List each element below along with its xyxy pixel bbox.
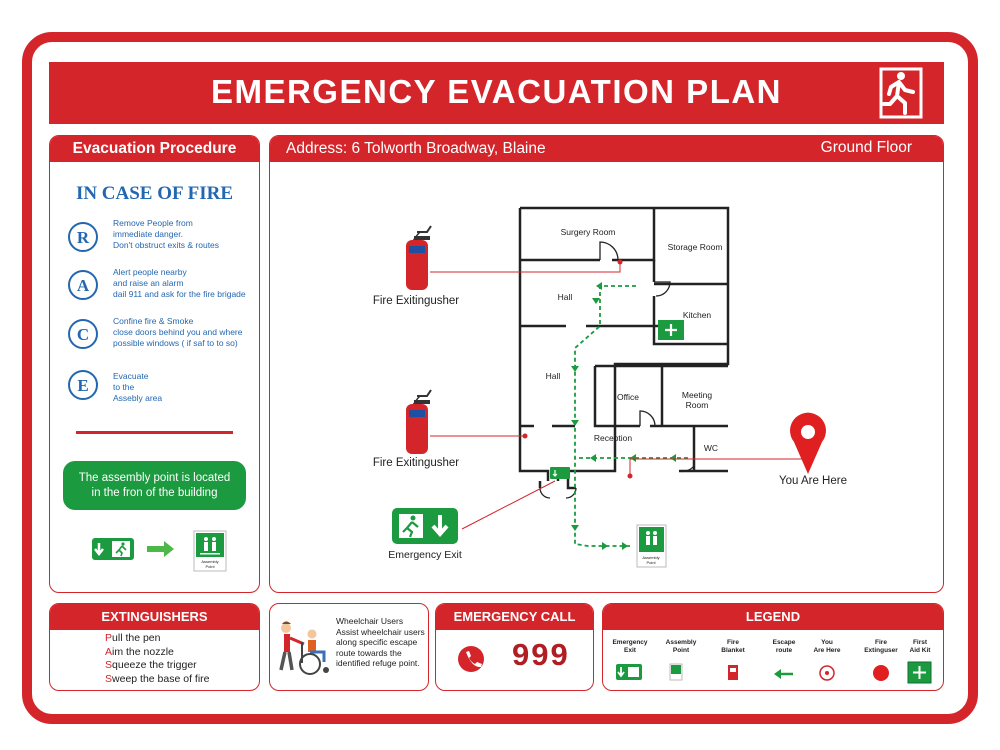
room-surgery: Surgery Room [560,227,616,237]
extinguishers-heading: EXTINGUISHERS [50,604,259,630]
room-kitchen: Kitchen [682,310,712,320]
room-meeting-2: Room [685,400,709,410]
you-are-here-label: You Are Here [779,475,847,487]
green-arrow-icon [147,541,174,557]
fire-extinguisher-icon-1 [406,226,431,290]
legend-assembly-point-icon [670,664,682,680]
legend-panel [602,603,944,691]
wheelchair-panel [269,603,429,691]
wheelchair-assist-icon [274,620,334,676]
step-r-badge: R [68,222,98,252]
extinguisher-label-1: Fire Exitingusher [372,295,460,307]
extinguishers-panel [49,603,260,691]
emergency-exit-sign-icon [92,538,134,560]
legend-you-are-here-icon [820,666,834,680]
room-meeting-1: Meeting [681,390,713,400]
extinguisher-label-2: Fire Exitingusher [372,457,460,469]
step-e-text: Evacuate to the Assebly area [113,371,163,403]
room-wc: WC [703,443,719,453]
evacuation-procedure-panel [49,135,260,593]
legend-title-exit: Emergency Exit [612,639,648,654]
step-r-text: Remove People from immediate danger. Don't obstruct exits & routes [113,218,220,250]
room-reception: Reception [593,433,633,443]
step-a-text: Alert people nearby and raise an alarm dail 911 and ask for the fire brigade [113,267,246,299]
first-aid-kit-icon [658,320,684,340]
assembly-sign-text-1: Assembly [201,559,219,564]
emergency-call-heading: EMERGENCY CALL [436,604,593,630]
assembly-sign-text-2: Point [205,564,215,569]
legend-title-you-are-here: You Are Here [813,639,841,654]
step-e-badge: E [68,370,98,400]
emergency-exit-label: Emergency Exit [388,549,462,561]
assembly-note-box: The assembly point is located in the fron of the building [63,461,246,510]
evacuation-procedure-heading: Evacuation Procedure [50,136,259,162]
room-office: Office [616,392,640,402]
map-assembly-point-icon [637,525,666,567]
room-storage: Storage Room [667,242,723,252]
assembly-point-sign-icon [194,531,226,571]
legend-title-assembly: Assembly Point [665,639,697,654]
floor-label: Ground Floor [820,139,912,156]
floor-plan-diagram [270,136,944,593]
legend-emergency-exit-icon [616,664,642,680]
emergency-number: 999 [512,637,570,672]
title-bar [49,62,944,124]
legend-fire-blanket-icon [728,665,738,680]
legend-heading: LEGEND [603,604,943,630]
in-case-of-fire-heading: IN CASE OF FIRE [75,183,234,204]
legend-title-extinguisher: Fire Extinguser [864,639,898,654]
step-c-badge: C [68,319,98,349]
door-swings [540,242,694,498]
building-exit-sign-icon [550,467,570,479]
emergency-call-panel [435,603,594,691]
legend-title-blanket: Fire Blanket [721,639,745,654]
phone-icon [457,645,485,673]
pass-instructions: Pull the pen Aim the nozzle Squeeze the trigger Sweep the base of fire [105,632,210,685]
room-hall-mid: Hall [545,371,561,381]
divider [76,431,233,434]
step-a-badge: A [68,270,98,300]
legend-title-first-aid: First Aid Kit [909,639,931,654]
fire-extinguisher-icon-2 [406,390,431,454]
legend-first-aid-icon [908,662,931,683]
wheelchair-text: Wheelchair Users Assist wheelchair users along specific escape route towards the identified refuge point. [336,616,425,668]
step-c-text: Confine fire & Smoke close doors behind you and where possible windows ( if saf to to so) [113,316,243,348]
exit-to-assembly-diagram [90,528,240,574]
legend-escape-route-icon [774,669,793,679]
running-man-exit-icon [877,63,925,121]
address-text: Address: 6 Tolworth Broadway, Blaine [286,140,546,157]
floor-plan-panel [269,135,944,593]
page-title: EMERGENCY EVACUATION PLAN [210,73,783,110]
emergency-exit-sign-icon [392,508,458,544]
legend-icons [603,660,944,688]
map-assembly-text-1: Assembly [642,555,660,560]
legend-extinguisher-icon [873,665,889,681]
legend-title-route: Escape route [772,639,796,654]
map-assembly-text-2: Point [646,560,656,565]
room-hall-top: Hall [557,292,573,302]
location-pin-icon [790,413,826,474]
